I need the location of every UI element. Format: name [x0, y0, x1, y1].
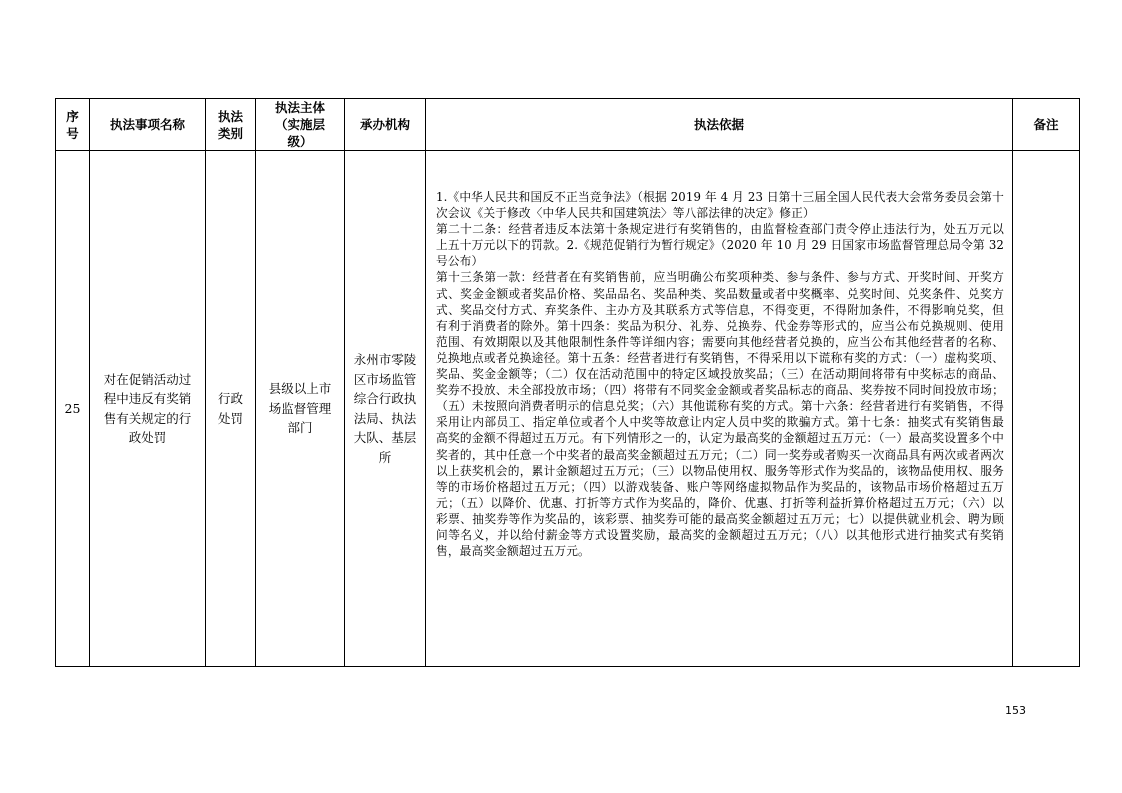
basis-paragraph: 第二十二条：经营者违反本法第十条规定进行有奖销售的，由监督检查部门责令停止违法行为，处五万元以上五十万元以下的罚款。2.《规范促销行为暂行规定》（2020 年 10 月 29 日国家市场监督管理总局令第 32 号公布） — [436, 222, 1004, 269]
header-subject: 执法主体（实施层级） — [256, 99, 345, 151]
cell-agency: 永州市零陵区市场监管综合行政执法局、执法大队、基层所 — [345, 151, 426, 667]
header-item-name: 执法事项名称 — [90, 99, 206, 151]
table-header-row — [56, 99, 1080, 151]
basis-text — [426, 151, 1012, 559]
cell-seq: 25 — [56, 151, 90, 667]
header-remarks: 备注 — [1013, 99, 1080, 151]
enforcement-table — [55, 98, 1080, 667]
page-number: 153 — [1005, 704, 1026, 717]
basis-paragraph: 1.《中华人民共和国反不正当竞争法》（根据 2019 年 4 月 23 日第十三届全国人民代表大会常务委员会第十次会议《关于修改〈中华人民共和国建筑法〉等八部法律的决定》修正） — [436, 190, 1004, 221]
table-row — [56, 151, 1080, 667]
cell-remarks — [1013, 151, 1080, 667]
header-seq: 序号 — [56, 99, 90, 151]
cell-category: 行政处罚 — [206, 151, 256, 667]
header-category: 执法类别 — [206, 99, 256, 151]
basis-paragraph: 第十三条第一款：经营者在有奖销售前，应当明确公布奖项种类、参与条件、参与方式、开奖时间、开奖方式、奖金金额或者奖品价格、奖品品名、奖品种类、奖品数量或者中奖概率、兑奖时间、兑奖条件、兑奖方式、奖品交付方式、弃奖条件、主办方及其联系方式等信息，不得变更，不得附加条件，不得影响兑奖，但有利于消费者的除外。第十四条：奖品为积分、礼券、兑换券、代金券等形式的，应当公布兑换规则、使用范围、有效期限以及其他限制性条件等详细内容；需要向其他经营者兑换的，应当公布其他经营者的名称、兑换地点或者兑换途径。第十五条：经营者进行有奖销售，不得采用以下谎称有奖的方式：（一）虚构奖项、奖品、奖金金额等；（二）仅在活动范围中的特定区域投放奖品；（三）在活动期间将带有中奖标志的商品、奖券不投放、未全部投放市场；（四）将带有不同奖金金额或者奖品标志的商品、奖券按不同时间投放市场；（五）未按照向消费者明示的信息兑奖；（六）其他谎称有奖的方式。第十六条：经营者进行有奖销售，不得采用让内部员工、指定单位或者个人中奖等故意让内定人员中奖的欺骗方式。第十七条：抽奖式有奖销售最高奖的金额不得超过五万元。有下列情形之一的，认定为最高奖的金额超过五万元：（一）最高奖设置多个中奖者的，其中任意一个中奖者的最高奖金额超过五万元；（二）同一奖券或者购买一次商品具有两次或者两次以上获奖机会的，累计金额超过五万元；（三）以物品使用权、服务等形式作为奖品的，该物品使用权、服务等的市场价格超过五万元；（四）以游戏装备、账户等网络虚拟物品作为奖品的，该物品市场价格超过五万元；（五）以降价、优惠、打折等方式作为奖品的，降价、优惠、打折等利益折算价格超过五万元；（六）以彩票、抽奖券等作为奖品的，该彩票、抽奖券可能的最高奖金额超过五万元；七）以提供就业机会、聘为顾问等名义，并以给付薪金等方式设置奖励，最高奖的金额超过五万元；（八）以其他形式进行抽奖式有奖销售，最高奖金额超过五万元。 — [436, 270, 1004, 559]
header-agency: 承办机构 — [345, 99, 426, 151]
cell-item-name: 对在促销活动过程中违反有奖销售有关规定的行政处罚 — [90, 151, 206, 667]
cell-basis — [426, 151, 1013, 667]
header-basis: 执法依据 — [426, 99, 1013, 151]
cell-subject: 县级以上市场监督管理部门 — [256, 151, 345, 667]
